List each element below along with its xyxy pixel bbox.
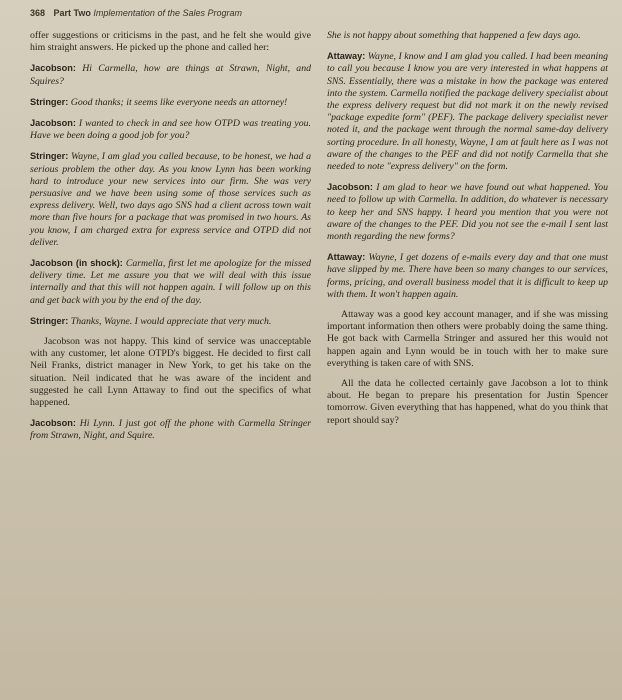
dialogue-text: Carmella, first let me apologize for the missed delivery time. Let me assure you that we will deal with this issue internally and that this will not happen again. I will follow up on this and get back with you by the end of the day. [30, 258, 312, 306]
dialogue-text: I am glad to hear we have found out what happened. You need to follow up with Carmella. In addition, do whatever is necessary to keep her and SNS happy. I heard you mention that you were not aware of the changes to the PEF. Did you not see the e-mail I sent last month regarding the new forms? [327, 182, 608, 243]
speaker-label: Jacobson: [327, 182, 373, 193]
speaker-label: Jacobson: [30, 63, 76, 74]
left-column [30, 30, 311, 451]
dialogue-text: Wayne, I know and I am glad you called. I had been meaning to call you because I know you are very interested in what happens at SNS. Essentially, there was a mistake in how the package was entered into the system. Carmella notified the package delivery specialist about the express delivery request but did not mark it on the newly revised "package expedite form" (PEF). The package delivery specialist never noted it, and the package went through the normal same-day delivery sorting procedure. In all honesty, Wayne, I am at fault here as I was not aware of the changes to the PEF and did not notify Carmella that she needed to note "express delivery" on the form. [327, 51, 608, 173]
dialogue-text: Hi Lynn. I just got off the phone with Carmella Stringer from Strawn, Night, and Squire. [30, 418, 312, 442]
part-label: Part Two [53, 8, 91, 18]
dialogue-line [30, 315, 311, 328]
dialogue-line [30, 62, 311, 87]
speaker-label: Stringer: [30, 315, 69, 326]
running-header [30, 8, 608, 30]
dialogue-text: Hi Carmella, how are things at Strawn, Night, and Squires? [30, 63, 311, 87]
narrative-paragraph: Attaway was a good key account manager, and if she was missing important information then others were probably doing the same thing. He got back with Carmella Stringer and assured her this would not happen again and Lynn would be in touch with her to make sure everything is taken care of with SNS. [327, 309, 608, 369]
dialogue-continuation: She is not happy about something that happened a few days ago. [327, 30, 581, 41]
text-columns [30, 30, 608, 451]
narrative-paragraph: Jacobson was not happy. This kind of service was unacceptable with any customer, let alone OTPD's biggest. He decided to first call Neil Franks, district manager in New York, to get his take on the situation. Neil indicated that he was aware of the incident and suggested he call Lynn Attaway to find out the specifics of what happened. [30, 336, 311, 409]
speaker-label: Stringer: [30, 96, 69, 107]
dialogue-line [327, 181, 608, 243]
chapter-title: Implementation of the Sales Program [93, 8, 242, 18]
intro-paragraph: offer suggestions or criticisms in the past, and he felt she would give him straight answers. He picked up the phone and called her: [30, 30, 311, 54]
dialogue-text: Wayne, I am glad you called because, to be honest, we had a serious problem the other day. As you know Lynn has been working hard to introduce your new services into our firm. She was very persuasive and we have been using some of those services such as express delivery. Well, two days ago SNS had a client across town wait more than five hours for a package that was promised in two hours. As you know, I am charged extra for express service and OTPD did not deliver. [30, 151, 311, 248]
dialogue-text: I wanted to check in and see how OTPD was treating you. Have we been doing a good job for you? [30, 118, 312, 142]
dialogue-line [30, 417, 311, 442]
dialogue-line [30, 150, 311, 249]
dialogue-text: Wayne, I get dozens of e-mails every day and that one must have slipped by me. There have been so many changes to our services, forms, pricing, and overall business model that it is difficult to keep up with them. It won't happen again. [327, 252, 608, 300]
dialogue-line [30, 257, 311, 307]
right-column [327, 30, 608, 451]
speaker-label: Stringer: [30, 151, 69, 162]
dialogue-text: Good thanks; it seems like everyone needs an attorney! [70, 96, 288, 108]
dialogue-text: Thanks, Wayne. I would appreciate that very much. [70, 315, 272, 327]
speaker-label: Jacobson (in shock): [30, 258, 123, 269]
dialogue-line [30, 117, 311, 142]
dialogue-line [327, 251, 608, 301]
page-number: 368 [30, 8, 46, 18]
speaker-label: Attaway: [327, 252, 366, 263]
speaker-label: Jacobson: [30, 418, 76, 429]
dialogue-line [327, 50, 608, 173]
speaker-label: Attaway: [327, 51, 366, 62]
dialogue-line [30, 96, 311, 109]
narrative-paragraph: All the data he collected certainly gave Jacobson a lot to think about. He began to prepare his presentation for Justin Spencer tomorrow. Given everything that has happened, what do you think that report should say? [327, 378, 608, 426]
speaker-label: Jacobson: [30, 118, 76, 129]
